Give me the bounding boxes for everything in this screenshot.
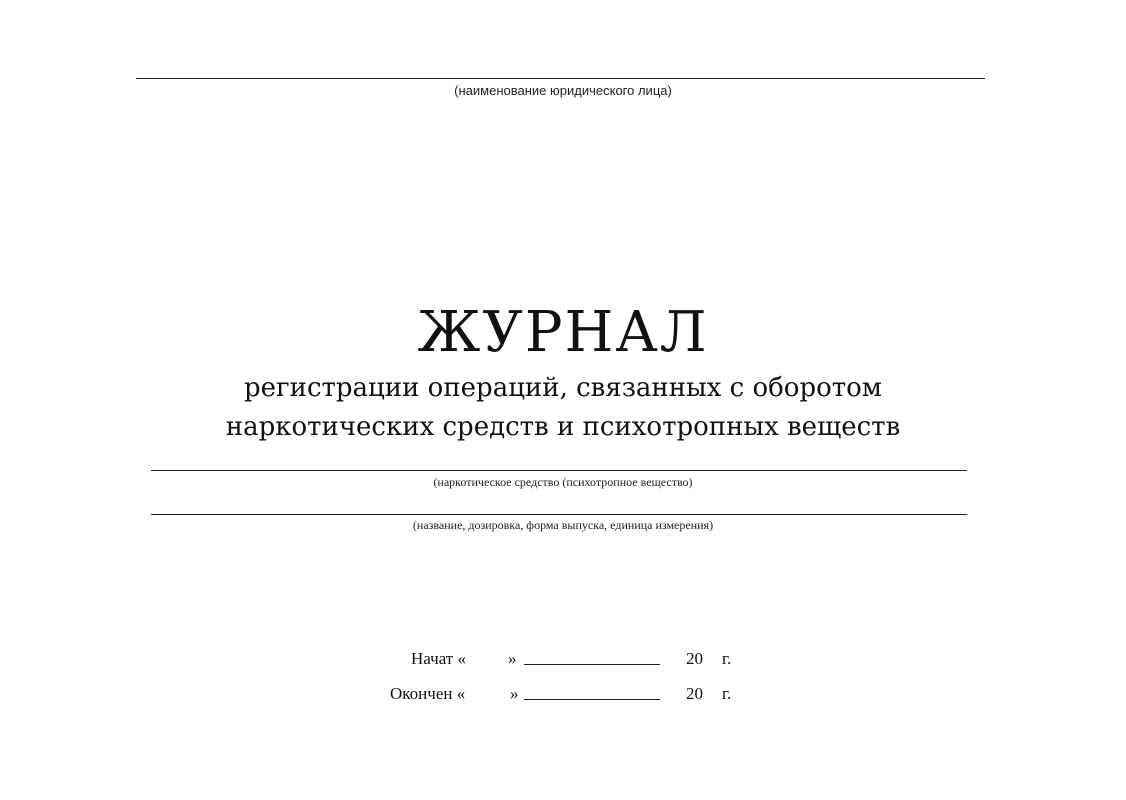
ended-close-quote: » [510,684,519,703]
details-line [151,514,967,515]
ended-month-blank [524,699,660,700]
started-century: 20 [686,649,703,668]
started-date-row [380,647,760,671]
substance-caption: (наркотическое средство (психотропное вещество) [433,475,693,489]
org-name-caption: (наименование юридического лица) [454,83,672,98]
started-month-blank [524,664,660,665]
started-label: Начат « [411,649,466,668]
journal-title: ЖУРНАЛ [417,300,709,365]
substance-line [151,470,967,471]
ended-century: 20 [686,684,703,703]
ended-label: Окончен « [390,684,466,703]
details-caption: (название, дозировка, форма выпуска, единица измерения) [412,518,714,532]
journal-subtitle-line-1: регистрации операций, связанных с оборотом [243,373,883,403]
started-year-suffix: г. [722,649,732,668]
ended-date-row [380,682,760,706]
started-close-quote: » [508,649,517,668]
journal-subtitle-line-2: наркотических средств и психотропных веществ [225,412,901,442]
org-name-line [136,78,985,79]
ended-year-suffix: г. [722,684,732,703]
